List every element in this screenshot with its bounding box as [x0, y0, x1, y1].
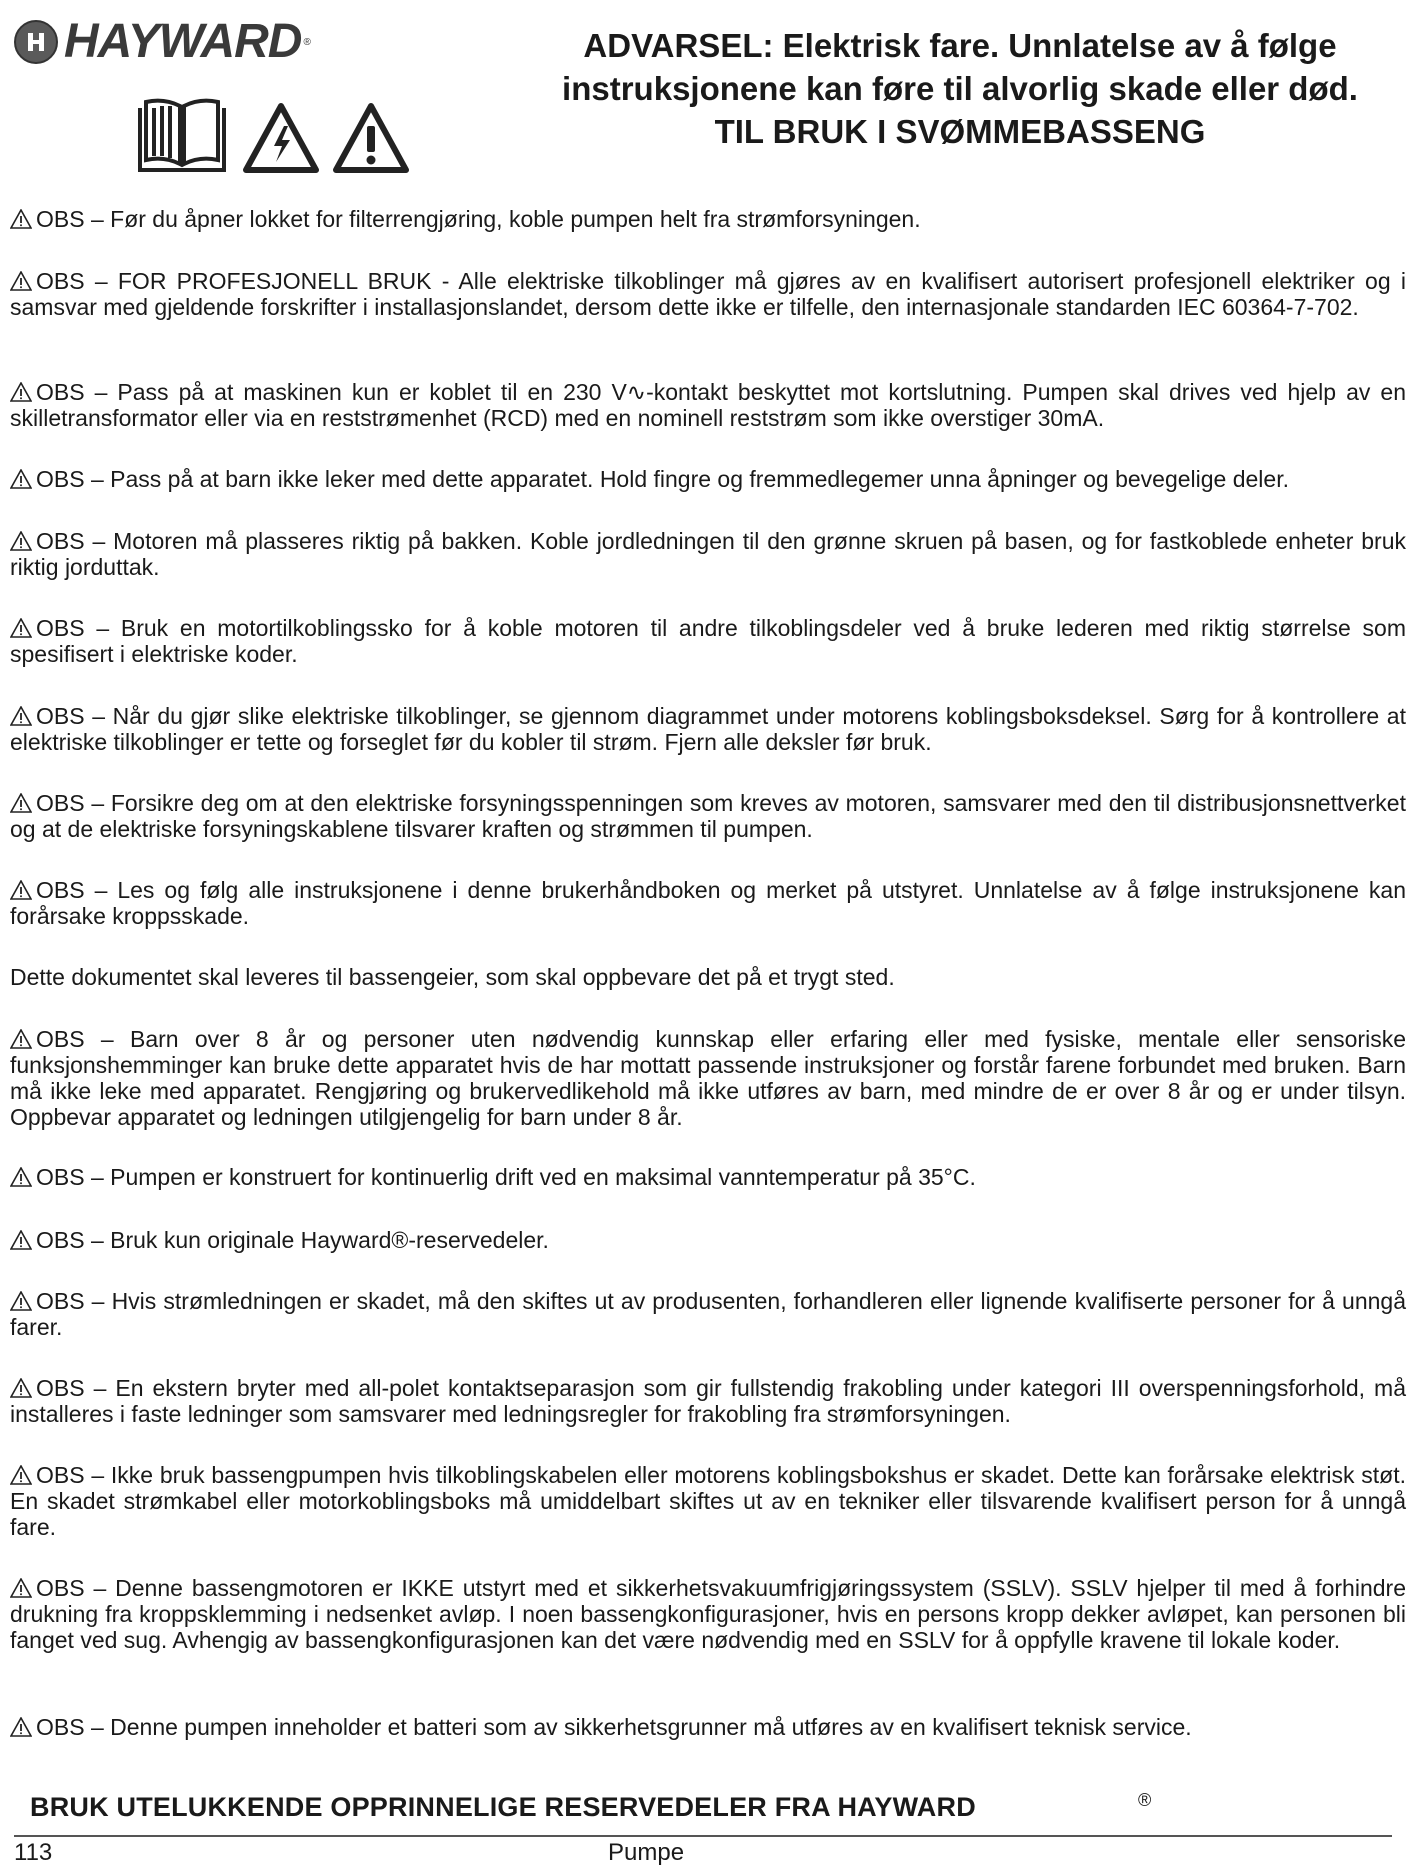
- product-name: Pumpe: [608, 1839, 685, 1866]
- note-4: OBS – Pass på at barn ikke leker med dette apparatet. Hold fingre og fremmedlegemer unna åpninger og bevegelige deler.: [10, 466, 1406, 492]
- caution-icon: [10, 1167, 32, 1187]
- hayward-h-icon: [14, 20, 58, 64]
- caution-icon: [10, 1465, 32, 1485]
- brand-name: HAYWARD: [64, 15, 302, 68]
- note-10: Dette dokumentet skal leveres til bassengeier, som skal oppbevare det på et trygt sted.: [10, 964, 895, 990]
- footer-divider: [14, 1835, 1392, 1837]
- note-15: OBS – En ekstern bryter med all-polet kontaktseparasjon som gir fullstendig frakobling under kategori III overspenningsforhold, må installeres i faste ledninger som samsvarer med ledningsregler for frakobling fra strømforsyningen.: [10, 1375, 1406, 1427]
- caution-icon: [10, 469, 32, 489]
- note-12: OBS – Pumpen er konstruert for kontinuerlig drift ved en maksimal vanntemperatur på 35°C.: [10, 1164, 1406, 1190]
- caution-icon: [10, 1717, 32, 1737]
- note-5: OBS – Motoren må plasseres riktig på bakken. Koble jordledningen til den grønne skruen på basen, og for fastkoblede enheter bruk riktig jorduttak.: [10, 528, 1406, 580]
- footer-title: BRUK UTELUKKENDE OPPRINNELIGE RESERVEDELER FRA HAYWARD: [30, 1792, 976, 1822]
- note-11: OBS – Barn over 8 år og personer uten nødvendig kunnskap eller erfaring eller med fysiske, mentale eller sensoriske funksjonshemminger kan bruke dette apparatet hvis de har mottatt passende instruksjoner og forstår farene forbundet med bruken. Barn må ikke leke med apparatet. Rengjøring og brukervedlikehold må ikke utføres av barn, med mindre de er over 8 år og er under tilsyn. Oppbevar apparatet og ledningen utilgjengelig for barn under 8 år.: [10, 1026, 1406, 1130]
- caution-icon: [10, 1029, 32, 1049]
- caution-icon: [10, 793, 32, 813]
- note-18: OBS – Denne pumpen inneholder et batteri som av sikkerhetsgrunner må utføres av en kvalifisert teknisk service.: [10, 1714, 1406, 1740]
- note-6: OBS – Bruk en motortilkoblingssko for å koble motoren til andre tilkoblingsdeler ved å bruke lederen med riktig størrelse som spesifisert i elektriske koder.: [10, 615, 1406, 667]
- header-line-1: ADVARSEL: Elektrisk fare. Unnlatelse av å følge: [583, 27, 1337, 64]
- brand-reg: ®: [303, 36, 311, 48]
- header-line-3: TIL BRUK I SVØMMEBASSENG: [714, 113, 1206, 150]
- caution-icon: [10, 531, 32, 551]
- electric-hazard-icon: [242, 102, 320, 174]
- note-1: OBS – Før du åpner lokket for filterrengjøring, koble pumpen helt fra strømforsyningen.: [10, 206, 1406, 232]
- note-7: OBS – Når du gjør slike elektriske tilkoblinger, se gjennom diagrammet under motorens koblingsboksdeksel. Sørg for å kontrollere at elektriske tilkoblinger er tette og forseglet før du kobler til strøm. Fjern alle deksler før bruk.: [10, 703, 1406, 755]
- caution-icon: [10, 271, 32, 291]
- caution-icon: [10, 706, 32, 726]
- header-warning: [520, 24, 1400, 153]
- caution-icon: [10, 209, 32, 229]
- note-9: OBS – Les og følg alle instruksjonene i denne brukerhåndboken og merket på utstyret. Unnlatelse av å følge instruksjonene kan forårsake kroppsskade.: [10, 877, 1406, 929]
- note-2: OBS – FOR PROFESJONELL BRUK - Alle elektriske tilkoblinger må gjøres av en kvalifisert autorisert profesjonell elektriker og i samsvar med gjeldende forskrifter i installasjonslandet, dersom dette ikke er tilfelle, den internasjonale standarden IEC 60364-7-702.: [10, 268, 1406, 320]
- note-13: OBS – Bruk kun originale Hayward®-reservedeler.: [10, 1227, 1406, 1253]
- warning-icon: [332, 102, 410, 174]
- note-8: OBS – Forsikre deg om at den elektriske forsyningsspenningen som kreves av motoren, samsvarer med den til distribusjonsnettverket og at de elektriske forsyningskablene tilsvarer kraften og strømmen til pumpen.: [10, 790, 1406, 842]
- note-14: OBS – Hvis strømledningen er skadet, må den skiftes ut av produsenten, forhandleren eller lignende kvalifiserte personer for å unngå farer.: [10, 1288, 1406, 1340]
- caution-icon: [10, 618, 32, 638]
- page-number: 113: [14, 1839, 53, 1866]
- header-icons: [134, 82, 410, 174]
- note-17: OBS – Denne bassengmotoren er IKKE utstyrt med et sikkerhetsvakuumfrigjøringssystem (SSLV). SSLV hjelper til med å forhindre drukning fra kroppsklemming i nedsenket avløp. I noen bassengkonfigurasjoner, hvis en persons kropp dekker avløpet, kan personen bli fanget ved sug. Avhengig av bassengkonfigurasjonen kan det være nødvendig med en SSLV for å oppfylle kravene til lokale koder.: [10, 1575, 1406, 1653]
- caution-icon: [10, 1378, 32, 1398]
- note-16: OBS – Ikke bruk bassengpumpen hvis tilkoblingskabelen eller motorens koblingsbokshus er skadet. Dette kan forårsake elektrisk støt. En skadet strømkabel eller motorkoblingsboks må umiddelbart skiftes ut av en tekniker eller tilsvarende kvalifisert person for å unngå fare.: [10, 1462, 1406, 1540]
- manual-book-icon: [134, 94, 230, 174]
- caution-icon: [10, 1578, 32, 1598]
- footer-reg-mark: ®: [1138, 1790, 1152, 1810]
- caution-icon: [10, 880, 32, 900]
- caution-icon: [10, 1230, 32, 1250]
- hayward-logo: [14, 15, 359, 68]
- note-3: OBS – Pass på at maskinen kun er koblet til en 230 V∿-kontakt beskyttet mot kortslutning. Pumpen skal drives ved hjelp av en skilletransformator eller via en reststrømenhet (RCD) med en nominell reststrøm som ikke overstiger 30mA.: [10, 379, 1406, 431]
- header-line-2: instruksjonene kan føre til alvorlig skade eller død.: [562, 70, 1358, 107]
- caution-icon: [10, 382, 32, 402]
- caution-icon: [10, 1291, 32, 1311]
